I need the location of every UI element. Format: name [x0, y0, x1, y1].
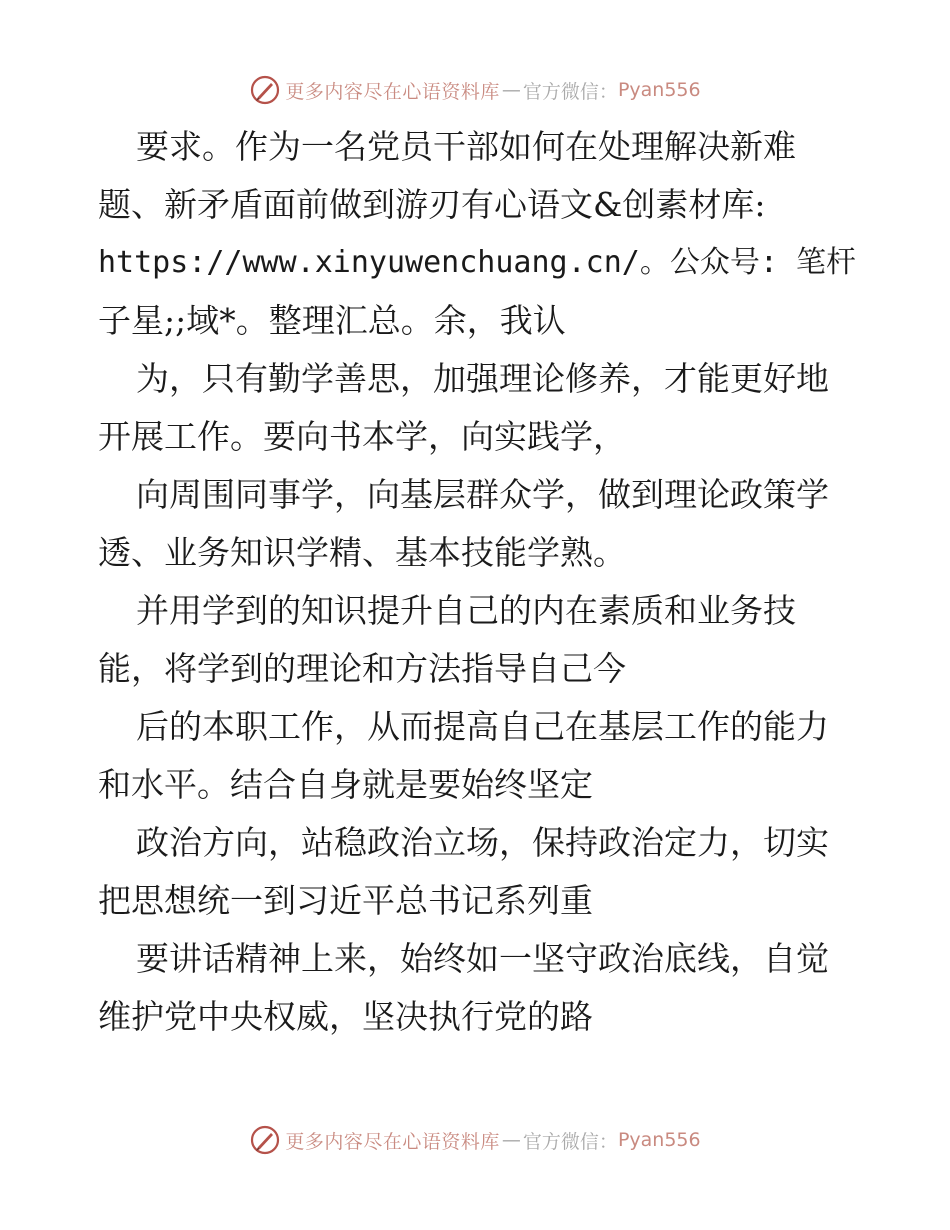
- banner-brand: 更多内容尽在心语资料库: [285, 1130, 500, 1153]
- text-line: 维护党中央权威，坚决执行党的路: [98, 997, 593, 1036]
- text-line: 并用学到的知识提升自己的内在素质和业务技: [136, 591, 796, 630]
- banner-account: Pyan556: [617, 79, 701, 101]
- text-line: 要讲话精神上来，始终如一坚守政治底线，自觉: [136, 939, 829, 978]
- url-link[interactable]: https://www.xinyuwenchuang.cn/。公众号: 笔杆: [98, 245, 856, 280]
- text-line: 后的本职工作，从而提高自己在基层工作的能力: [136, 707, 829, 746]
- banner-dash: —: [501, 1129, 521, 1151]
- text-line: 向周围同事学，向基层群众学，做到理论政策学: [136, 475, 829, 514]
- text-line-url: [98, 234, 858, 292]
- text-line: 为，只有勤学善思，加强理论修养，才能更好地: [136, 359, 829, 398]
- text-line: 政治方向，站稳政治立场，保持政治定力，切实: [136, 823, 829, 862]
- footer-watermark: [0, 1120, 950, 1160]
- text-line: 子星;;域*。整理汇总。余，我认: [98, 301, 566, 340]
- text-line: 能，将学到的理论和方法指导自己今: [98, 649, 626, 688]
- text-line: 透、业务知识学精、基本技能学熟。: [98, 533, 626, 572]
- text-line: 和水平。结合自身就是要始终坚定: [98, 765, 593, 804]
- text-line: 要求。作为一名党员干部如何在处理解决新难: [136, 127, 796, 166]
- banner-wechat-label: 官方微信：: [522, 1130, 618, 1153]
- text-line: 把思想统一到习近平总书记系列重: [98, 881, 593, 920]
- quill-pen-logo-icon: [249, 1124, 281, 1156]
- banner-dash: —: [501, 79, 521, 101]
- text-line: 开展工作。要向书本学，向实践学，: [98, 417, 626, 456]
- banner-wechat-label: 官方微信：: [522, 80, 618, 103]
- quill-pen-logo-icon: [249, 74, 281, 106]
- text-line: 题、新矛盾面前做到游刃有心语文&创素材库:: [98, 185, 766, 224]
- header-watermark: [0, 70, 950, 110]
- document-body: [98, 118, 858, 1046]
- banner-account: Pyan556: [617, 1129, 701, 1151]
- banner-brand: 更多内容尽在心语资料库: [285, 80, 500, 103]
